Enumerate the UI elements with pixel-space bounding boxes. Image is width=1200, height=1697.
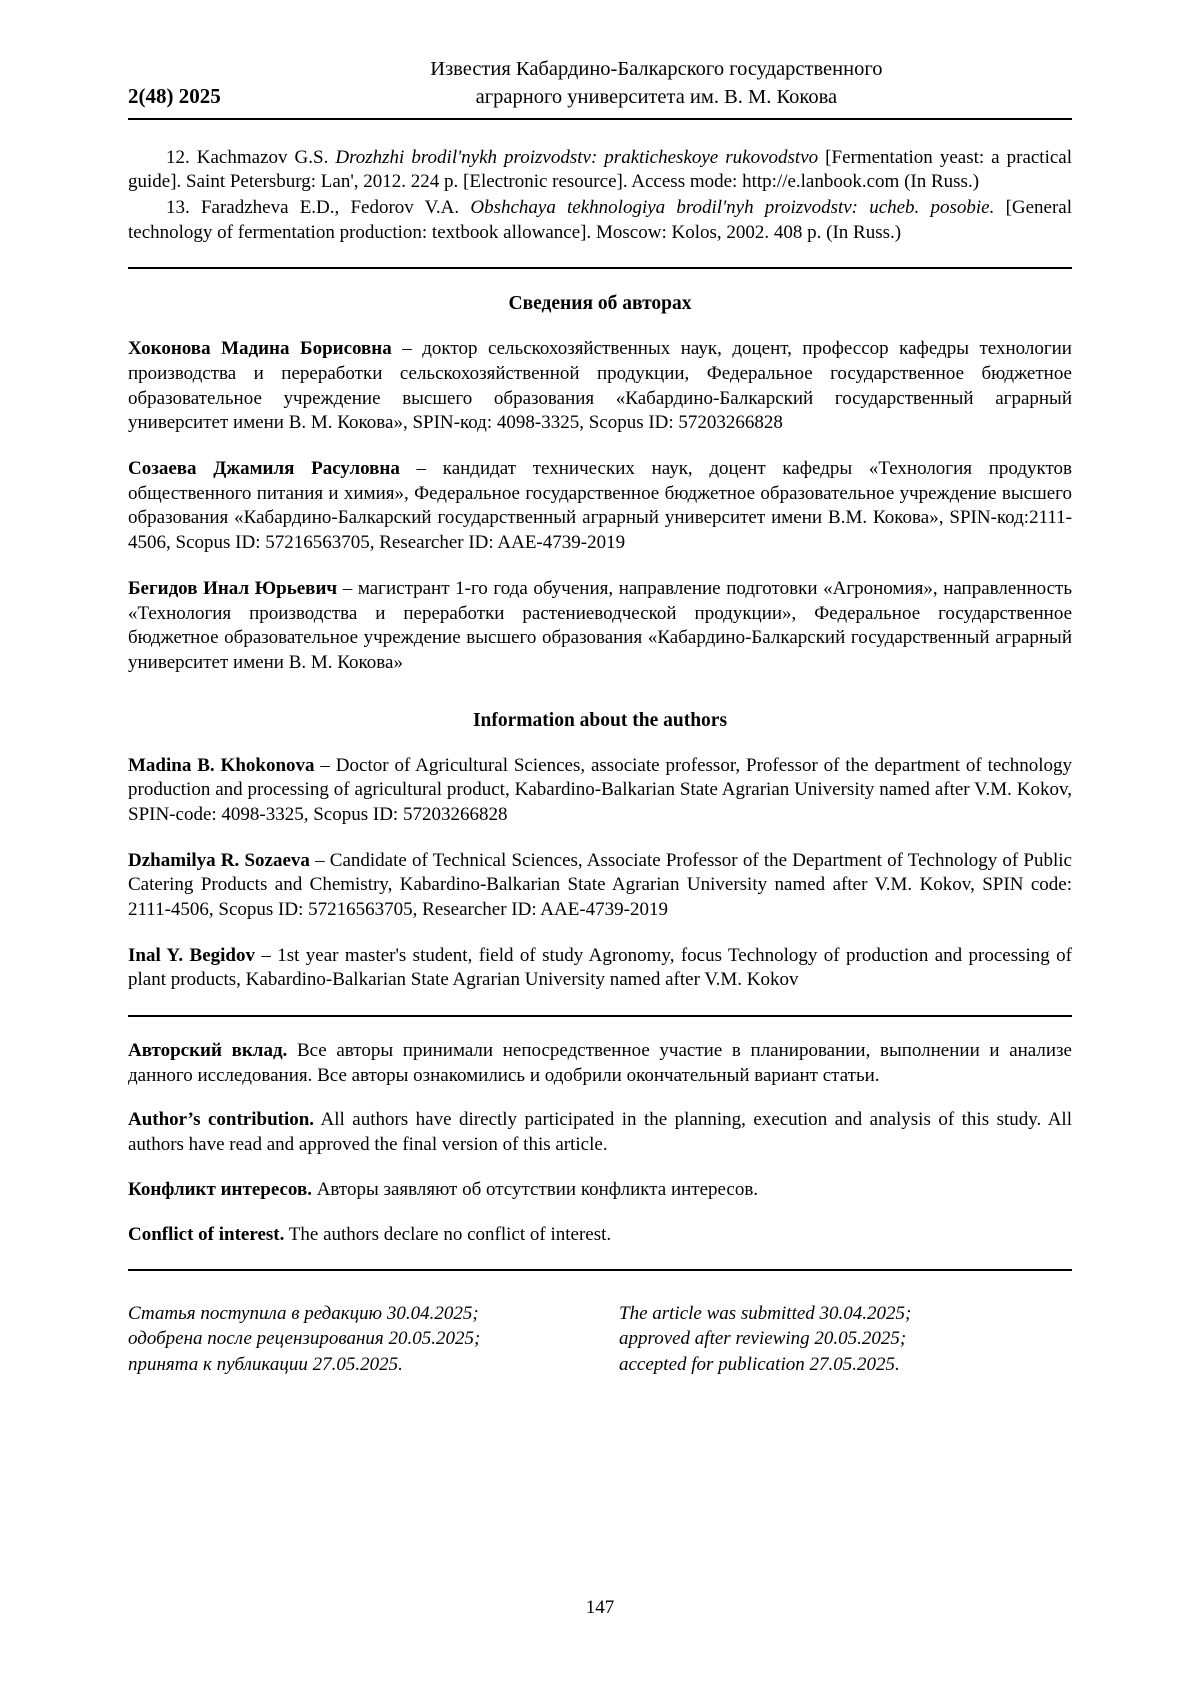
- divider-above-dates: [128, 1269, 1072, 1271]
- author-entry: [128, 337, 1072, 436]
- date-submitted-ru: Статья поступила в редакцию 30.04.2025;: [128, 1303, 479, 1325]
- author-affiliation: – Doctor of Agricultural Sciences, associate professor, Professor of the department of technology production and processing of agricultural product, Kabardino-Balkarian State Agrarian University named after V.M. Kokov, SPIN-code: 4098-3325, Scopus ID: 57203266828: [128, 754, 1072, 825]
- reference-item: [128, 196, 1072, 245]
- divider-above-contributions: [128, 1015, 1072, 1017]
- date-reviewed-ru: одобрена после рецензирования 20.05.2025;: [128, 1328, 481, 1350]
- author-affiliation: – магистрант 1-го года обучения, направление подготовки «Агрономия», направленность «Технология производства и переработки растениеводческой продукции», Федеральное государственное бюджетное образовательное учреждение высшего образования «Кабардино-Балкарский государственный аграрный университет имени В. М. Кокова»: [128, 577, 1073, 673]
- authors-ru-heading: Сведения об авторах: [508, 293, 692, 315]
- author-affiliation: – Candidate of Technical Sciences, Associate Professor of the Department of Technology of Public Catering Products and Chemistry, Kabardino-Balkarian State Agrarian University named after V.M. Kokov, SPIN code: 2111-4506, Scopus ID: 57216563705, Researcher ID: AAE-4739-2019: [128, 849, 1072, 920]
- author-affiliation: – кандидат технических наук, доцент кафедры «Технология продуктов общественного питания и химия», Федеральное государственное бюджетное образовательное учреждение высшего образования «Кабардино-Балкарский государственный аграрный университет имени В.М. Кокова», SPIN-код:2111-4506, Scopus ID: 57216563705, Researcher ID: AAE-4739-2019: [128, 458, 1072, 554]
- conflict-text: Авторы заявляют об отсутствии конфликта интересов.: [311, 1178, 759, 1200]
- date-reviewed-en: approved after reviewing 20.05.2025;: [619, 1328, 907, 1350]
- reference-details: [Fermentation yeast: a practical guide]. Saint Petersburg: Lan', 2012. 224 p. [Electronic resource]. Access mode: http://e.lanbook.com (In Russ.): [128, 146, 1073, 193]
- reference-title: Obshchaya tekhnologiya brodil'nyh proizvodstv: ucheb. posobie.: [470, 196, 995, 218]
- reference-title: Drozhzhi brodil'nykh proizvodstv: prakticheskoye rukovodstvo: [335, 146, 819, 168]
- author-name: Созаева Джамиля Расуловна: [128, 458, 400, 480]
- reference-author: Faradzheva E.D., Fedorov V.A.: [200, 196, 460, 218]
- contribution-label: Авторский вклад.: [128, 1040, 288, 1062]
- authors-en-heading: Information about the authors: [472, 709, 728, 731]
- contribution-text: Все авторы принимали непосредственное участие в планировании, выполнении и анализе данного исследования. Все авторы ознакомились и одобрили окончательный вариант статьи.: [128, 1040, 1072, 1086]
- dates-english: [581, 1301, 1072, 1377]
- authors-ru-list: [128, 337, 1072, 675]
- contribution-label: Author’s contribution.: [128, 1109, 315, 1131]
- page-number: 147: [585, 1597, 615, 1618]
- journal-title-line1: Известия Кабардино-Балкарского государственного: [430, 58, 883, 80]
- reference-details: [General technology of fermentation production: textbook allowance]. Moscow: Kolos, 2002. 408 p. (In Russ.): [128, 196, 1073, 243]
- author-entry: [128, 849, 1072, 923]
- date-accepted-en: accepted for publication 27.05.2025.: [619, 1353, 900, 1375]
- journal-title: [221, 55, 1072, 112]
- contribution-paragraph: [128, 1039, 1072, 1088]
- contribution-text: All authors have directly participated in the planning, execution and analysis of this study. All authors have read and approved the final version of this article.: [128, 1109, 1072, 1156]
- author-name: Madina B. Khokonova: [128, 754, 315, 776]
- author-name: Хоконова Мадина Борисовна: [128, 338, 392, 360]
- reference-number: 12.: [166, 146, 190, 168]
- date-accepted-ru: принята к публикации 27.05.2025.: [128, 1353, 403, 1375]
- contribution-paragraph: [128, 1108, 1072, 1157]
- page-header: [128, 55, 1072, 120]
- conflict-label: Конфликт интересов.: [128, 1178, 312, 1200]
- author-name: Dzhamilya R. Sozaeva: [128, 849, 310, 871]
- author-entry: [128, 754, 1072, 828]
- divider-above-authors: [128, 267, 1072, 269]
- reference-number: 13.: [166, 196, 190, 218]
- author-name: Бегидов Инал Юрьевич: [128, 577, 338, 599]
- submission-dates: [128, 1301, 1072, 1377]
- journal-title-line2: аграрного университета им. В. М. Кокова: [475, 86, 838, 109]
- author-entry: [128, 457, 1072, 556]
- conflict-paragraph: [128, 1178, 1072, 1203]
- conflict-paragraph: [128, 1223, 1072, 1248]
- author-entry: [128, 944, 1072, 993]
- reference-author: Kachmazov G.S.: [196, 146, 329, 168]
- author-name: Inal Y. Begidov: [128, 944, 255, 966]
- date-submitted-en: The article was submitted 30.04.2025;: [619, 1303, 912, 1325]
- issue-number: 2(48) 2025: [128, 83, 221, 108]
- conflict-label: Conflict of interest.: [128, 1223, 285, 1245]
- authors-en-list: [128, 754, 1072, 994]
- conflict-text: The authors declare no conflict of interest.: [284, 1223, 612, 1245]
- author-entry: [128, 577, 1072, 676]
- contributions-block: [128, 1039, 1072, 1247]
- author-affiliation: – доктор сельскохозяйственных наук, доцент, профессор кафедры технологии производства и переработки сельскохозяйственной продукции, Федеральное государственное бюджетное образовательное учреждение высшего образования «Кабардино-Балкарский государственный аграрный университет имени В. М. Кокова», SPIN-код: 4098-3325, Scopus ID: 57203266828: [128, 338, 1072, 434]
- reference-item: [128, 146, 1072, 195]
- references-list: [128, 146, 1072, 246]
- dates-russian: [128, 1301, 581, 1377]
- author-affiliation: – 1st year master's student, field of study Agronomy, focus Technology of production and processing of plant products, Kabardino-Balkarian State Agrarian University named after V.M. Kokov: [128, 944, 1072, 991]
